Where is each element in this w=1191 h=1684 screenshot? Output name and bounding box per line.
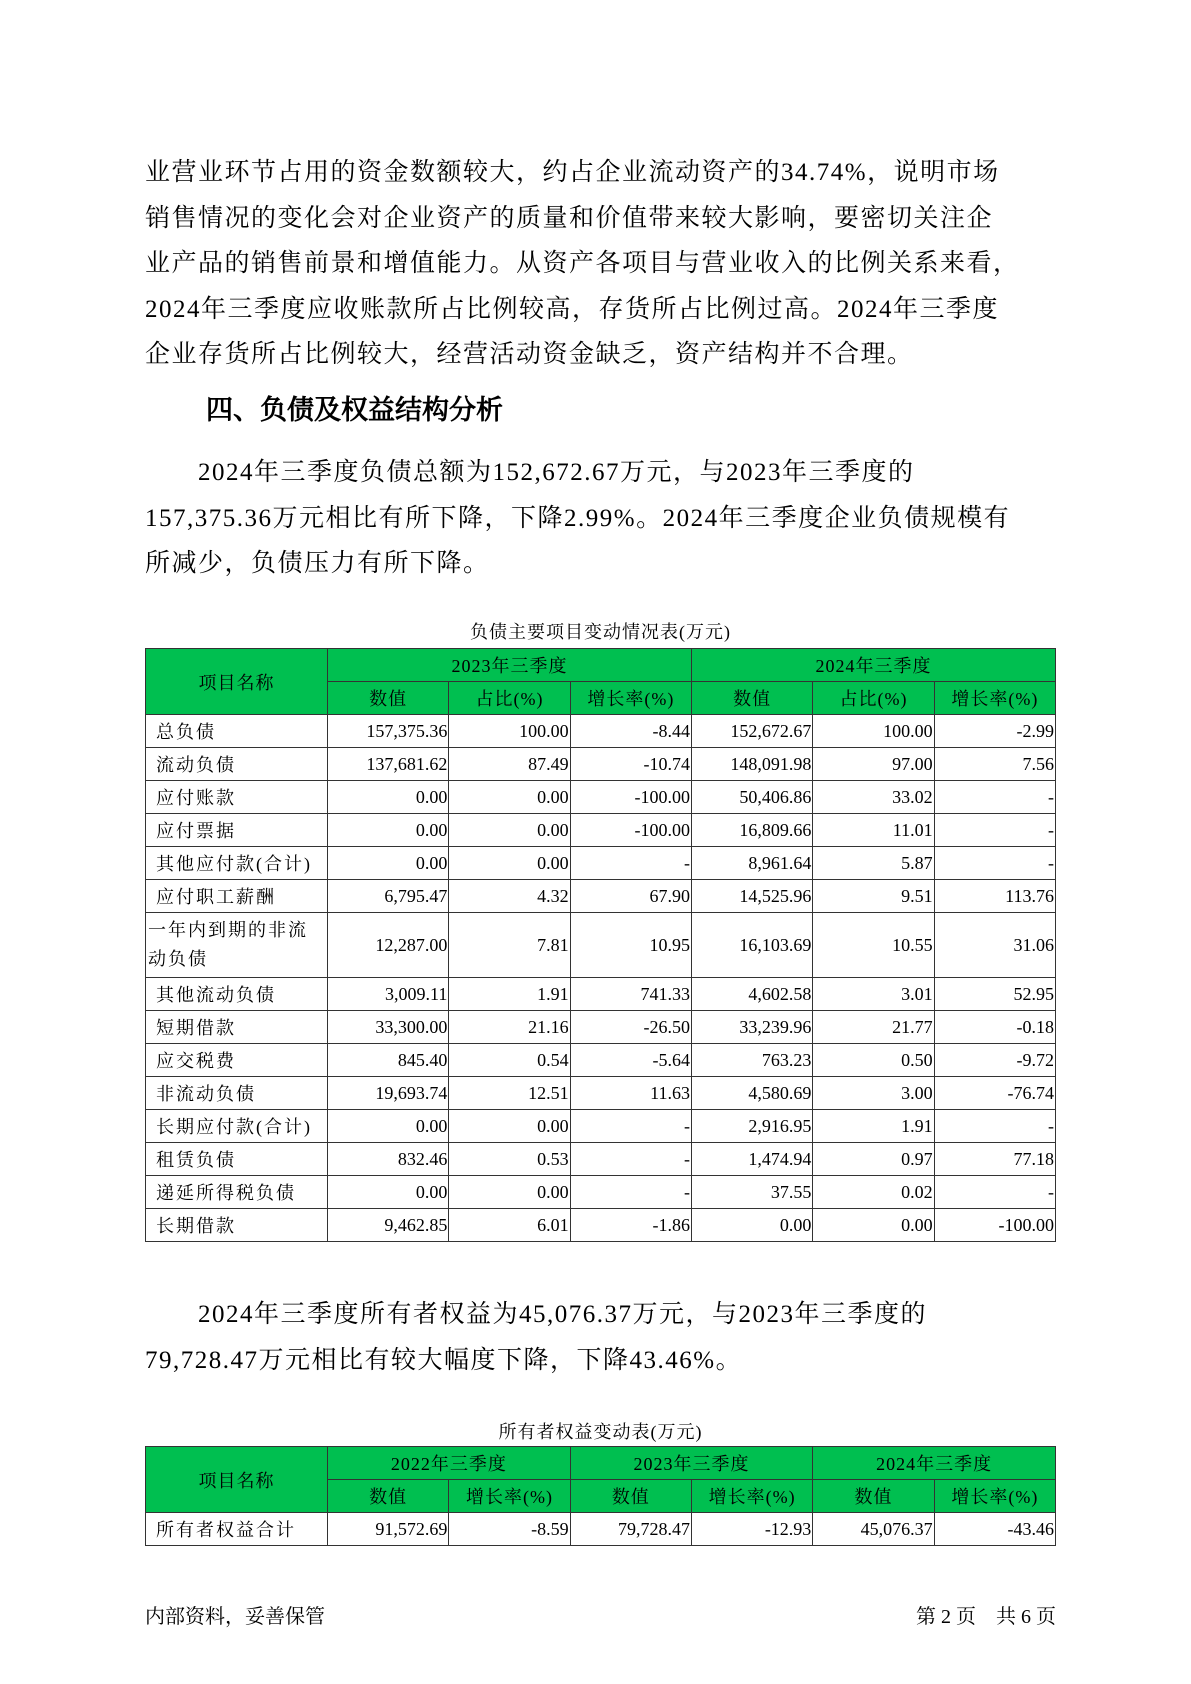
cell-value: -9.72 (934, 1044, 1055, 1077)
row-name: 其他应付款(合计) (146, 847, 328, 880)
cell-value: 8,961.64 (691, 847, 812, 880)
row-name: 应交税费 (146, 1044, 328, 1077)
cell-value: 100.00 (449, 715, 570, 748)
cell-value: 137,681.62 (328, 748, 449, 781)
liability-paragraph (145, 450, 1057, 587)
header-period: 2024年三季度 (691, 649, 1055, 682)
cell-value: - (570, 1143, 691, 1176)
cell-value: 21.16 (449, 1011, 570, 1044)
header-period: 2023年三季度 (328, 649, 692, 682)
cell-value: 2,916.95 (691, 1110, 812, 1143)
cell-value: -100.00 (570, 814, 691, 847)
cell-value: 45,076.37 (813, 1513, 934, 1546)
cell-value: 21.77 (813, 1011, 934, 1044)
table-row (146, 978, 1056, 1011)
cell-value: 16,809.66 (691, 814, 812, 847)
table-row (146, 814, 1056, 847)
cell-value: - (934, 1110, 1055, 1143)
cell-value: 77.18 (934, 1143, 1055, 1176)
cell-value: -12.93 (691, 1513, 812, 1546)
text-line: 2024年三季度负债总额为152,672.67万元，与2023年三季度的 (145, 459, 915, 486)
intro-paragraph (145, 150, 1057, 378)
sub-header: 增长率(%) (691, 1480, 812, 1513)
cell-value: 7.56 (934, 748, 1055, 781)
cell-value: 9.51 (813, 880, 934, 913)
cell-value: 1.91 (449, 978, 570, 1011)
cell-value: -0.18 (934, 1011, 1055, 1044)
cell-value: 0.00 (449, 1110, 570, 1143)
text-line: 企业存货所占比例较大，经营活动资金缺乏，资产结构并不合理。 (145, 341, 914, 368)
table-row (146, 1110, 1056, 1143)
cell-value: 3.01 (813, 978, 934, 1011)
row-name: 短期借款 (146, 1011, 328, 1044)
cell-value: 16,103.69 (691, 913, 812, 978)
header-item-name: 项目名称 (146, 1447, 328, 1513)
sub-header: 增长率(%) (449, 1480, 570, 1513)
row-name: 一年内到期的非流动负债 (146, 913, 328, 978)
cell-value: 7.81 (449, 913, 570, 978)
sub-header: 数值 (570, 1480, 691, 1513)
table-row (146, 781, 1056, 814)
cell-value: -100.00 (934, 1209, 1055, 1242)
row-name: 长期借款 (146, 1209, 328, 1242)
cell-value: - (570, 847, 691, 880)
row-name: 租赁负债 (146, 1143, 328, 1176)
row-name: 非流动负债 (146, 1077, 328, 1110)
text-line: 157,375.36万元相比有所下降，下降2.99%。2024年三季度企业负债规模有 (145, 504, 1011, 532)
cell-value: 157,375.36 (328, 715, 449, 748)
cell-value: 3,009.11 (328, 978, 449, 1011)
sub-header: 占比(%) (813, 682, 934, 715)
cell-value: 0.00 (328, 781, 449, 814)
cell-value: 9,462.85 (328, 1209, 449, 1242)
table-row (146, 1176, 1056, 1209)
cell-value: 0.00 (449, 1176, 570, 1209)
row-name: 所有者权益合计 (146, 1513, 328, 1546)
table-row (146, 1143, 1056, 1176)
cell-value: 10.55 (813, 913, 934, 978)
sub-header: 增长率(%) (570, 682, 691, 715)
cell-value: 0.54 (449, 1044, 570, 1077)
cell-value: 12.51 (449, 1077, 570, 1110)
cell-value: 5.87 (813, 847, 934, 880)
header-period: 2024年三季度 (813, 1447, 1056, 1480)
row-name: 流动负债 (146, 748, 328, 781)
cell-value: 0.00 (691, 1209, 812, 1242)
cell-value: - (934, 847, 1055, 880)
cell-value: 0.97 (813, 1143, 934, 1176)
cell-value: -5.64 (570, 1044, 691, 1077)
cell-value: 0.02 (813, 1176, 934, 1209)
cell-value: 79,728.47 (570, 1513, 691, 1546)
table-row (146, 1513, 1056, 1546)
equity-table-caption: 所有者权益变动表(万元) (498, 1422, 703, 1442)
sub-header: 数值 (328, 682, 449, 715)
equity-table (145, 1446, 1056, 1546)
cell-value: 87.49 (449, 748, 570, 781)
liability-table (145, 648, 1056, 1242)
header-item-name: 项目名称 (146, 649, 328, 715)
cell-value: 6,795.47 (328, 880, 449, 913)
cell-value: 0.00 (449, 814, 570, 847)
cell-value: 0.00 (328, 847, 449, 880)
row-name: 递延所得税负债 (146, 1176, 328, 1209)
cell-value: -100.00 (570, 781, 691, 814)
cell-value: - (934, 1176, 1055, 1209)
cell-value: 0.00 (328, 1176, 449, 1209)
cell-value: 52.95 (934, 978, 1055, 1011)
cell-value: 113.76 (934, 880, 1055, 913)
cell-value: -43.46 (934, 1513, 1055, 1546)
table-row (146, 715, 1056, 748)
table-row (146, 1209, 1056, 1242)
sub-header: 占比(%) (449, 682, 570, 715)
cell-value: 50,406.86 (691, 781, 812, 814)
cell-value: -1.86 (570, 1209, 691, 1242)
cell-value: 0.00 (328, 814, 449, 847)
cell-value: 91,572.69 (328, 1513, 449, 1546)
sub-header: 数值 (328, 1480, 449, 1513)
row-name: 应付账款 (146, 781, 328, 814)
row-name: 其他流动负债 (146, 978, 328, 1011)
cell-value: 3.00 (813, 1077, 934, 1110)
cell-value: 1,474.94 (691, 1143, 812, 1176)
text-line: 所减少，负债压力有所下降。 (145, 550, 490, 577)
footer-confidential: 内部资料，妥善保管 (145, 1606, 325, 1628)
row-name: 应付职工薪酬 (146, 880, 328, 913)
table-row (146, 748, 1056, 781)
cell-value: 33,300.00 (328, 1011, 449, 1044)
table-row (146, 913, 1056, 978)
table-row (146, 1011, 1056, 1044)
text-line: 销售情况的变化会对企业资产的质量和价值带来较大影响，要密切关注企 (145, 204, 994, 232)
footer-page-number: 第 2 页 共 6 页 (916, 1606, 1056, 1628)
row-name: 总负债 (146, 715, 328, 748)
cell-value: 0.00 (328, 1110, 449, 1143)
sub-header: 增长率(%) (934, 682, 1055, 715)
cell-value: 33.02 (813, 781, 934, 814)
cell-value: - (934, 814, 1055, 847)
cell-value: 152,672.67 (691, 715, 812, 748)
text-line: 2024年三季度所有者权益为45,076.37万元，与2023年三季度的 (145, 1301, 928, 1328)
cell-value: - (934, 781, 1055, 814)
cell-value: 33,239.96 (691, 1011, 812, 1044)
cell-value: -76.74 (934, 1077, 1055, 1110)
text-line: 业产品的销售前景和增值能力。从资产各项目与营业收入的比例关系来看， (145, 250, 1020, 277)
cell-value: 100.00 (813, 715, 934, 748)
liability-table-caption: 负债主要项目变动情况表(万元) (470, 622, 731, 642)
equity-paragraph (145, 1292, 1057, 1383)
table-row (146, 1044, 1056, 1077)
sub-header: 数值 (691, 682, 812, 715)
cell-value: 148,091.98 (691, 748, 812, 781)
cell-value: 845.40 (328, 1044, 449, 1077)
cell-value: 12,287.00 (328, 913, 449, 978)
cell-value: 0.00 (449, 781, 570, 814)
section-heading: 四、负债及权益结构分析 (206, 395, 503, 425)
cell-value: - (570, 1110, 691, 1143)
cell-value: -8.44 (570, 715, 691, 748)
cell-value: 4,580.69 (691, 1077, 812, 1110)
cell-value: - (570, 1176, 691, 1209)
cell-value: -2.99 (934, 715, 1055, 748)
cell-value: 10.95 (570, 913, 691, 978)
cell-value: 0.00 (449, 847, 570, 880)
cell-value: 97.00 (813, 748, 934, 781)
cell-value: 741.33 (570, 978, 691, 1011)
cell-value: 763.23 (691, 1044, 812, 1077)
cell-value: 1.91 (813, 1110, 934, 1143)
sub-header: 增长率(%) (934, 1480, 1055, 1513)
text-line: 业营业环节占用的资金数额较大，约占企业流动资产的34.74%，说明市场 (145, 159, 1000, 186)
cell-value: 67.90 (570, 880, 691, 913)
cell-value: 11.63 (570, 1077, 691, 1110)
cell-value: 4,602.58 (691, 978, 812, 1011)
cell-value: 31.06 (934, 913, 1055, 978)
header-period: 2023年三季度 (570, 1447, 813, 1480)
cell-value: 832.46 (328, 1143, 449, 1176)
cell-value: 14,525.96 (691, 880, 812, 913)
text-line: 2024年三季度应收账款所占比例较高，存货所占比例过高。2024年三季度 (145, 295, 1000, 323)
sub-header: 数值 (813, 1480, 934, 1513)
table-row (146, 880, 1056, 913)
cell-value: 0.50 (813, 1044, 934, 1077)
header-period: 2022年三季度 (328, 1447, 571, 1480)
cell-value: 37.55 (691, 1176, 812, 1209)
table-row (146, 1077, 1056, 1110)
row-name: 应付票据 (146, 814, 328, 847)
cell-value: -26.50 (570, 1011, 691, 1044)
cell-value: 6.01 (449, 1209, 570, 1242)
table-row (146, 847, 1056, 880)
cell-value: 0.00 (813, 1209, 934, 1242)
cell-value: -10.74 (570, 748, 691, 781)
cell-value: -8.59 (449, 1513, 570, 1546)
cell-value: 11.01 (813, 814, 934, 847)
cell-value: 4.32 (449, 880, 570, 913)
cell-value: 0.53 (449, 1143, 570, 1176)
text-line: 79,728.47万元相比有较大幅度下降，下降43.46%。 (145, 1346, 743, 1374)
row-name: 长期应付款(合计) (146, 1110, 328, 1143)
cell-value: 19,693.74 (328, 1077, 449, 1110)
